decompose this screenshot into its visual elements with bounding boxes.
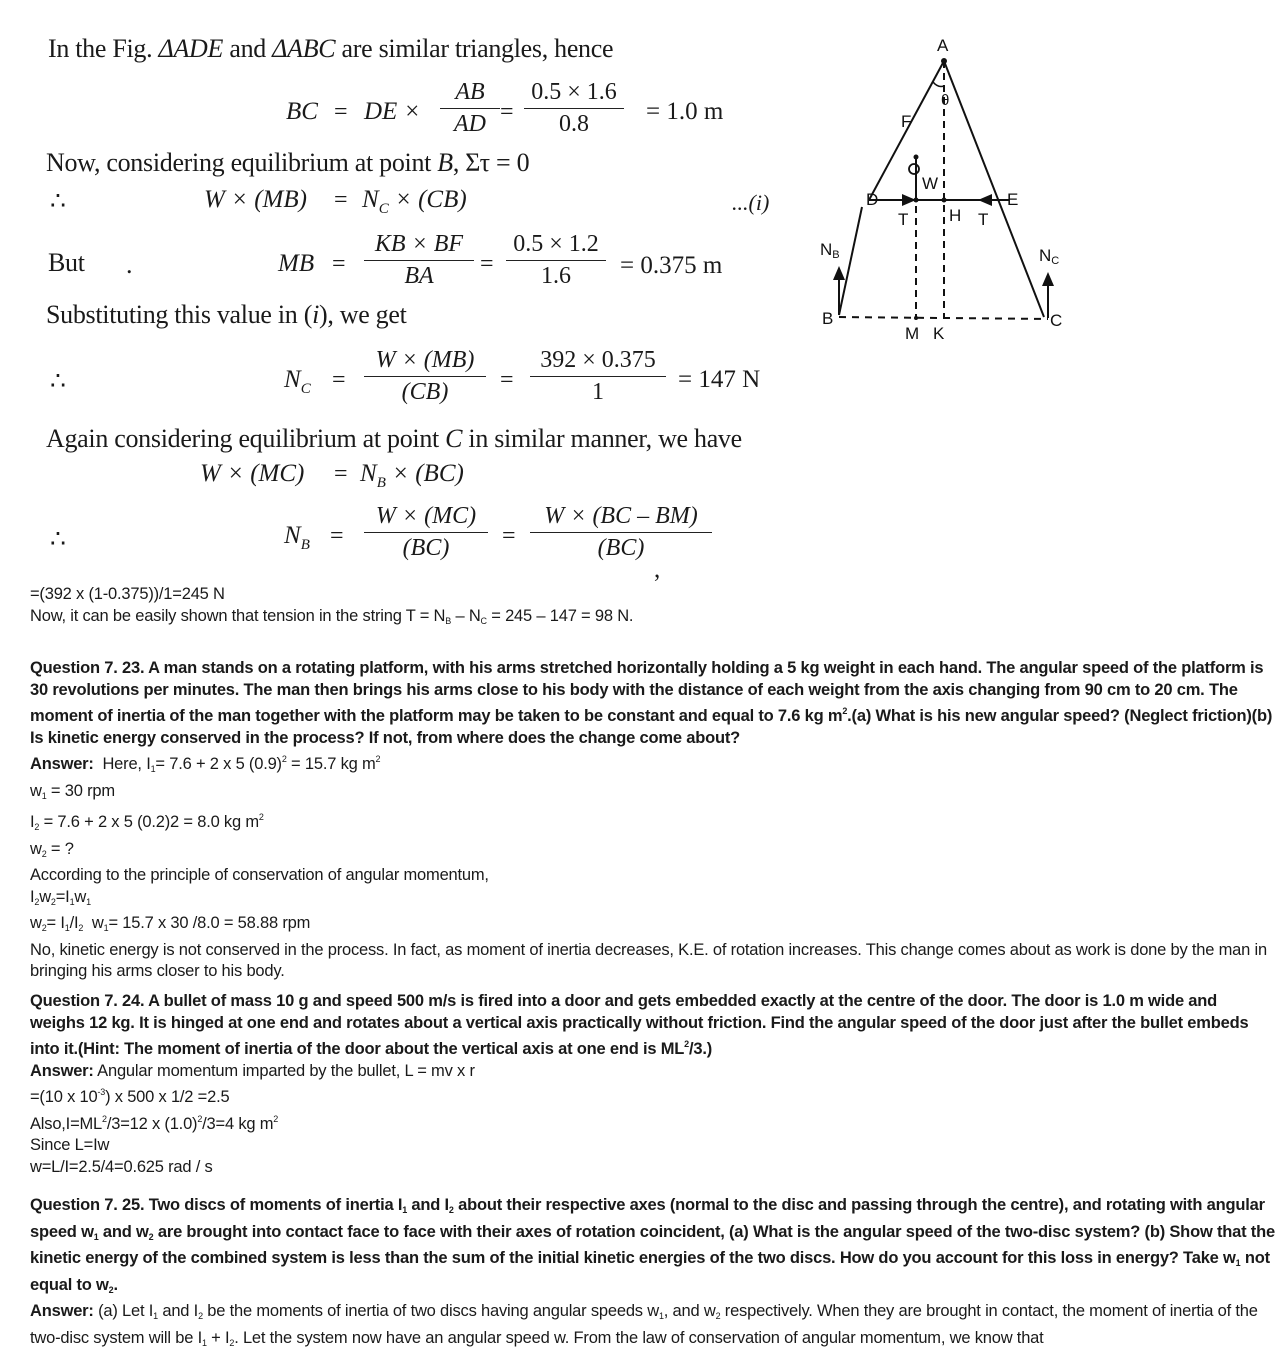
similar-triangles-sentence	[48, 34, 613, 64]
label-tension-right: T	[978, 210, 989, 229]
label-theta: θ	[941, 92, 950, 109]
text: w	[30, 914, 42, 932]
subscript: 2	[50, 896, 56, 907]
superscript: 2	[684, 1039, 689, 1049]
subscript: 2	[34, 822, 40, 832]
answer-line-4: Since L=Iw	[30, 1136, 110, 1154]
numerator: KB × BF	[364, 230, 474, 261]
label-m: M	[905, 324, 920, 343]
text: =I	[55, 887, 70, 906]
subscript: 1	[64, 923, 70, 933]
subscript: 2	[148, 1231, 154, 1242]
superscript: 2	[281, 754, 287, 764]
subscript: 1	[402, 1205, 408, 1215]
eq-lhs: W × (MC)	[200, 460, 305, 487]
point-label: C	[445, 424, 463, 453]
normal-force-symbol: N	[284, 522, 301, 549]
numerator: W × (MC)	[364, 502, 488, 533]
text: N	[820, 240, 833, 259]
question-7-23	[30, 658, 1275, 983]
text: , and w	[663, 1302, 716, 1320]
equation-ref: i	[312, 300, 319, 329]
fraction-kb-bf	[364, 230, 474, 291]
fraction-bc-bm	[530, 502, 712, 563]
answer-line-3	[30, 807, 1275, 839]
question-text	[30, 1195, 1275, 1301]
text: /3.)	[688, 1040, 713, 1058]
label-a: A	[937, 36, 949, 55]
question-7-25	[30, 1195, 1275, 1354]
fraction-values	[530, 346, 666, 407]
trailing-comma: ,	[654, 556, 661, 583]
answer-label: Answer:	[30, 1302, 94, 1320]
subscript: B	[832, 249, 840, 261]
text: = I	[46, 914, 65, 932]
text: N	[1039, 246, 1052, 265]
superscript: 2	[197, 1113, 203, 1124]
subscript: C	[1051, 255, 1060, 267]
subscript: 2	[41, 848, 47, 859]
subscript: 2	[448, 1205, 454, 1215]
fraction-ab-ad	[440, 78, 500, 139]
text: ), we get	[319, 300, 407, 329]
text: Also,I=ML	[30, 1114, 103, 1133]
superscript: 2	[375, 754, 381, 764]
subscript: B	[445, 615, 452, 626]
eq-result: = 1.0 m	[646, 98, 724, 125]
text: are similar triangles, hence	[335, 34, 614, 63]
superscript: 2	[273, 1113, 279, 1124]
text: = 7.6 + 2 x 5 (0.2)2 = 8.0 kg m	[39, 813, 259, 831]
text: = 15.7 kg m	[286, 755, 376, 773]
point-label: B	[437, 148, 453, 177]
text: I	[30, 887, 35, 906]
text: /3=4 kg m	[202, 1114, 274, 1133]
superscript: 2	[102, 1113, 107, 1124]
text: .(a) What is his new angular speed? (Neglect friction)(b) Is kinetic energy conserved in the process? If not, from where does the change come about?	[30, 707, 1273, 747]
equals-sign: =	[500, 367, 514, 393]
text: Question 7. 25. Two discs of moments of inertia I	[30, 1196, 403, 1214]
eq-lhs: MB	[278, 250, 315, 277]
eq-term: DE ×	[364, 98, 421, 125]
answer-line-5: w=L/I=2.5/4=0.625 rad / s	[30, 1157, 213, 1176]
numerator: W × (MB)	[364, 346, 486, 377]
text: and w	[98, 1222, 149, 1241]
superscript: -3	[97, 1087, 106, 1097]
text: Question 7. 24. A bullet of mass 10 g and speed 500 m/s is fired into a door and gets embedded exactly at the centre of the door. The door is 1.0 m wide and weighs 12 kg. It is hinged at one end and rotates about a vertical axis practically without friction. Find the angular speed of the door just after the bullet embeds into it.(Hint: The moment of inertia of the door about the vertical axis at one end is ML	[30, 992, 1249, 1058]
answer-line-1	[30, 749, 1275, 781]
denominator: (CB)	[401, 379, 449, 405]
continuation-block	[30, 584, 1275, 632]
normal-force-symbol: N	[362, 186, 379, 213]
numerator: AB	[440, 78, 500, 109]
fraction-w-mb-cb	[364, 346, 486, 407]
denominator: 1	[592, 379, 604, 405]
denominator: (BC)	[597, 535, 645, 561]
equals-sign: =	[334, 187, 348, 213]
equals-sign: =	[332, 367, 346, 393]
triangle-abc: ΔABC	[272, 34, 336, 63]
denominator: AD	[454, 111, 486, 137]
equation-tag: ...(i)	[732, 190, 770, 215]
text: =(10 x 10	[30, 1088, 98, 1106]
equals-sign: =	[502, 523, 516, 549]
subscript: 2	[715, 1311, 721, 1321]
denominator: 1.6	[541, 263, 571, 289]
equals-sign: =	[480, 251, 494, 277]
text: = 15.7 x 30 /8.0 = 58.88 rpm	[108, 914, 311, 932]
answer-line-7	[30, 913, 1275, 940]
tension-line	[30, 606, 1275, 633]
text: = 245 – 147 = 98 N.	[486, 606, 634, 625]
therefore-symbol: ∴	[50, 188, 66, 215]
question-text	[30, 658, 1275, 749]
normal-force-symbol: N	[284, 366, 301, 393]
text: and I	[407, 1196, 449, 1214]
text: ) x 500 x 1/2 =2.5	[105, 1088, 230, 1106]
therefore-symbol: ∴	[50, 368, 66, 395]
ladder-diagram	[810, 30, 1080, 350]
text: w	[39, 887, 51, 906]
label-tension-left: T	[898, 210, 909, 229]
label-w: W	[922, 174, 939, 193]
text: , Στ = 0	[452, 148, 530, 177]
subscript: 1	[658, 1311, 664, 1321]
text: w	[30, 839, 42, 858]
therefore-symbol: ∴	[50, 526, 66, 553]
text: w	[74, 887, 87, 906]
text: Substituting this value in (	[46, 300, 313, 329]
text: in similar manner, we have	[462, 424, 742, 453]
text: and I	[157, 1302, 199, 1320]
eq-rhs: × (CB)	[388, 186, 467, 213]
text: Question 7. 23. A man stands on a rotating platform, with his arms stretched horizontally holding a 5 kg weight in each hand. The angular speed of the platform is 30 revolutions per minutes. The man then brings his arms close to his body with the distance of each weight from the axis changing from 90 cm to 20 cm. The moment of inertia of the man together with the platform may be taken to be constant and equal to 7.6 kg m	[30, 659, 1264, 725]
text: I	[30, 813, 35, 831]
text: Again considering equilibrium at point	[46, 424, 446, 453]
text: and	[223, 34, 273, 63]
text: = ?	[46, 839, 74, 858]
substituting-sentence	[46, 300, 407, 330]
subscript: 2	[78, 923, 84, 933]
but-label: But	[48, 248, 85, 277]
denominator: BA	[404, 263, 434, 289]
answer-label: Answer:	[30, 755, 94, 773]
subscript: 2	[229, 1337, 235, 1348]
stray-dot: .	[126, 250, 133, 279]
text: + I	[206, 1328, 230, 1347]
answer-line-3	[30, 1109, 1275, 1136]
text: In the Fig.	[48, 34, 159, 63]
fraction-values	[506, 230, 606, 291]
text: not equal to w	[30, 1249, 1270, 1294]
subscript: 1	[103, 923, 109, 933]
nb-result-line: =(392 x (1-0.375))/1=245 N	[30, 585, 225, 603]
subscript: 2	[108, 1284, 114, 1295]
subscript: 1	[153, 1311, 158, 1321]
answer-line-1	[30, 1061, 1275, 1083]
equals-sign: =	[332, 251, 346, 277]
superscript: 2	[842, 706, 848, 716]
numerator: 0.5 × 1.6	[524, 78, 624, 109]
eq-result: = 0.375 m	[620, 252, 723, 279]
text: .	[113, 1275, 118, 1294]
subscript: 1	[150, 764, 156, 774]
text: Now, it can be easily shown that tension in the string T = N	[30, 606, 446, 625]
text: are brought into contact face to face with their axes of rotation coincident, (a) What is the angular speed of the two-disc system? (b) Show that the kinetic energy of the combined system is less than the sum of the initial kinetic energies of the two discs. How do you account for this loss in energy? Take w	[30, 1222, 1275, 1267]
ladder-figure-svg	[810, 30, 1080, 350]
subscript: C	[480, 615, 487, 626]
text: = 30 rpm	[46, 781, 115, 800]
fraction-w-mc-bc	[364, 502, 488, 563]
text: (a) Let I	[93, 1302, 154, 1320]
triangle-ade: ΔADE	[158, 34, 224, 63]
subscript: C	[300, 381, 311, 397]
subscript: 2	[41, 923, 47, 933]
equals-sign: =	[334, 461, 348, 487]
normal-force-symbol: N	[360, 460, 377, 487]
subscript: 1	[93, 1231, 99, 1242]
numerator: 0.5 × 1.2	[506, 230, 606, 261]
label-nb	[820, 240, 840, 261]
eq-lhs: W × (MB)	[204, 186, 307, 213]
text: Here, I	[93, 755, 151, 773]
denominator: 0.8	[559, 111, 589, 137]
text: about their respective axes (normal to the disc and passing through the centre), and rotating with angular speed w	[30, 1196, 1265, 1241]
label-k: K	[933, 324, 945, 343]
text: – N	[451, 606, 481, 625]
eq-result: = 147 N	[678, 366, 761, 393]
text: be the moments of inertia of two discs having angular speeds w	[202, 1302, 659, 1320]
subscript: 2	[198, 1311, 203, 1321]
label-h: H	[949, 206, 962, 225]
answer-label: Answer:	[30, 1061, 94, 1080]
subscript: 1	[201, 1337, 207, 1348]
denominator: (BC)	[402, 535, 450, 561]
text: Now, considering equilibrium at point	[46, 148, 438, 177]
text: Angular momentum imparted by the bullet, L = mv x r	[93, 1061, 475, 1080]
text: /I	[69, 914, 79, 932]
answer-line-2	[30, 781, 1275, 808]
answer-line-4	[30, 839, 1275, 866]
label-f: F	[901, 112, 912, 131]
subscript: B	[376, 475, 386, 491]
answer-line-6	[30, 887, 1275, 914]
subscript: C	[378, 201, 389, 217]
label-b: B	[822, 309, 834, 328]
equals-sign: =	[330, 523, 344, 549]
label-nc	[1039, 246, 1059, 267]
text: respectively. When they are brought in contact, the moment of inertia of the two-disc system will be I	[30, 1302, 1258, 1347]
subscript: 1	[86, 896, 91, 907]
answer-line-5: According to the principle of conservation of angular momentum,	[30, 866, 489, 884]
eq-rhs: × (BC)	[385, 460, 464, 487]
text: w	[30, 781, 42, 800]
equals-sign: =	[334, 99, 348, 125]
numerator: 392 × 0.375	[530, 346, 666, 377]
label-e: E	[1007, 190, 1019, 209]
text: = 7.6 + 2 x 5 (0.9)	[155, 755, 282, 773]
subscript: 2	[34, 896, 40, 907]
subscript: 1	[69, 896, 75, 907]
label-c: C	[1050, 311, 1063, 330]
answer-line-8: No, kinetic energy is not conserved in the process. In fact, as moment of inertia decreases, K.E. of rotation increases. This change comes about as work is done by the man in bringing his arms closer to his body.	[30, 940, 1267, 980]
label-d: D	[866, 190, 879, 209]
question-7-24	[30, 991, 1275, 1178]
superscript: 2	[258, 812, 264, 822]
text: /3=12 x (1.0)	[106, 1114, 198, 1133]
text: w	[83, 914, 104, 932]
equilibrium-b-sentence	[46, 148, 529, 178]
fraction-values	[524, 78, 624, 139]
subscript: 1	[41, 790, 47, 801]
question-text	[30, 991, 1275, 1061]
eq-lhs: BC	[286, 98, 318, 125]
numerator: W × (BC – BM)	[530, 502, 712, 533]
subscript: 1	[1235, 1258, 1241, 1268]
equilibrium-c-sentence	[46, 424, 742, 454]
answer-line-2	[30, 1082, 1275, 1109]
equals-sign: =	[500, 99, 514, 125]
subscript: B	[300, 537, 310, 553]
text: . Let the system now have an angular speed w. From the law of conservation of angular momentum, we know that	[234, 1328, 1044, 1347]
answer-paragraph	[30, 1301, 1275, 1354]
